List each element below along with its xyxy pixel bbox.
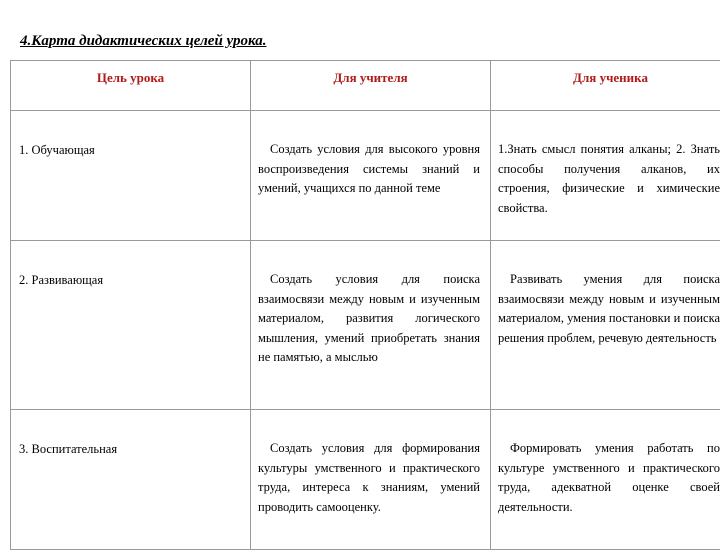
column-header-teacher: Для учителя [251,61,491,111]
teacher-text: Создать условия для высокого уровня воспроизведения системы знаний и умений, учащихся по данной теме [258,140,480,199]
teacher-text: Создать условия для формирования культуры умственного и практического труда, интереса к знаниям, умений проводить самооценку. [258,439,480,517]
student-text: 1.Знать смысл понятия алканы; 2. Знать способы получения алканов, их строения, физические и химические свойства. [498,140,720,218]
table-header-row [11,61,720,111]
goal-cell: 1. Обучающая [11,111,251,241]
student-cell [491,111,720,241]
teacher-cell [251,241,491,410]
teacher-cell [251,410,491,550]
table-row [11,410,720,550]
goal-cell: 3. Воспитательная [11,410,251,550]
column-header-goal: Цель урока [11,61,251,111]
student-cell [491,241,720,410]
table-row [11,111,720,241]
student-text: Формировать умения работать по культуре умственного и практического труда, адекватной оценке своей деятельности. [498,439,720,517]
student-text: Развивать умения для поиска взаимосвязи между новым и изученным материалом, умения постановки и поиска решения проблем, речевую деятельность [498,270,720,348]
student-cell [491,410,720,550]
table-row [11,241,720,410]
teacher-text: Создать условия для поиска взаимосвязи между новым и изученным материалом, развития логического мышления, умений приобретать знания не памятью, а мыслью [258,270,480,368]
column-header-student: Для ученика [491,61,720,111]
page-title: 4.Карта дидактических целей урока. [20,33,266,50]
didactic-goals-table [10,60,720,550]
goal-cell: 2. Развивающая [11,241,251,410]
teacher-cell [251,111,491,241]
